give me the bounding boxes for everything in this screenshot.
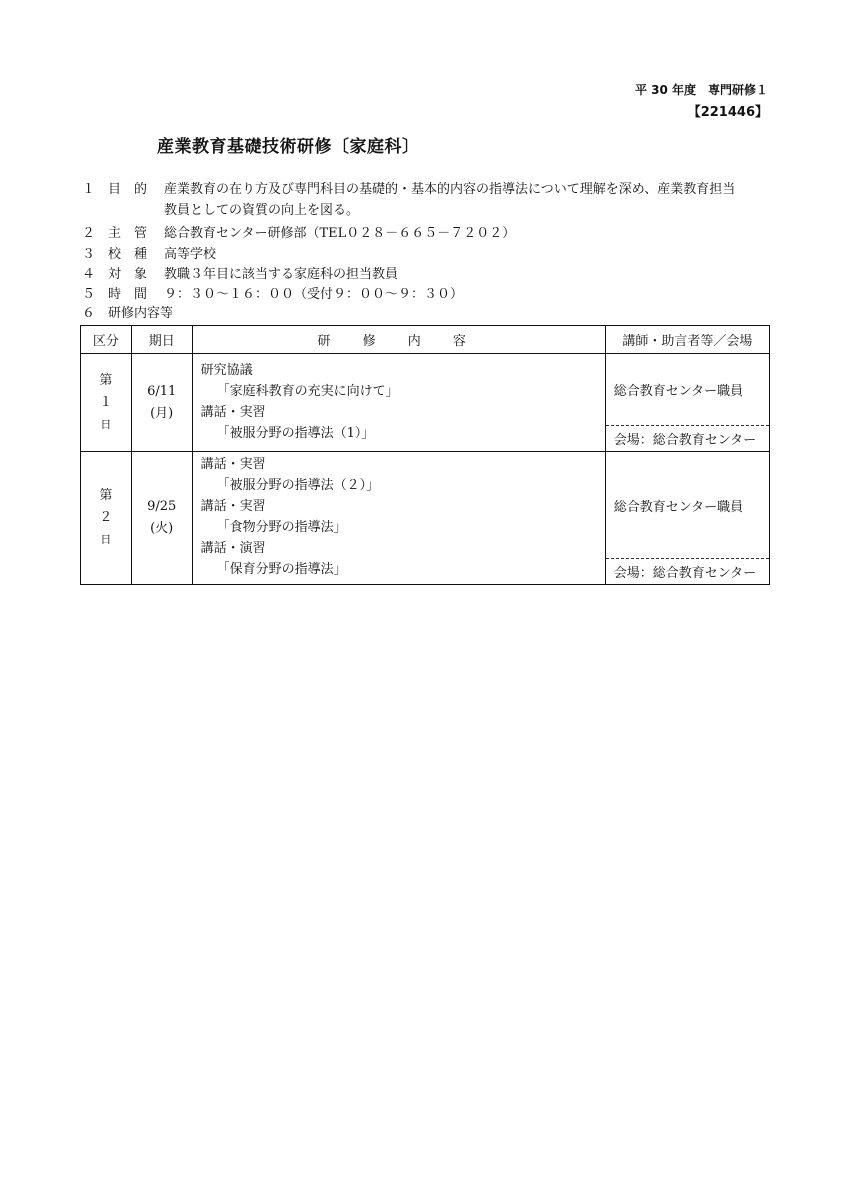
item-training-content — [82, 306, 173, 322]
day-cell — [81, 452, 132, 585]
venue: 会場：総合教育センター — [606, 558, 769, 584]
content-line: 「食物分野の指導法」 — [216, 520, 347, 535]
content-line: 講話・実習 — [200, 404, 266, 420]
item-number: ２ — [82, 226, 96, 241]
day-number: １ — [99, 394, 113, 410]
item-content: 教職３年目に該当する家庭科の担当教員 — [164, 267, 399, 282]
content-line: 講話・実習 — [200, 499, 266, 514]
content-cell — [192, 354, 605, 452]
item-label: 校 種 — [108, 247, 148, 262]
lecturer-cell — [605, 354, 769, 452]
lecturer: 総合教育センター職員 — [613, 499, 744, 515]
day-label: 第 — [99, 372, 113, 388]
day-label: 第 — [99, 488, 113, 503]
table-row — [81, 452, 770, 585]
weekday: (月) — [150, 405, 174, 421]
item-content: 総合教育センター研修部（TEL０２８－６６５－７２０２） — [164, 226, 516, 241]
item-number: ４ — [82, 267, 96, 282]
item-label: 対 象 — [108, 267, 148, 282]
weekday: (火) — [150, 521, 174, 536]
item-content: 産業教育の在り方及び専門科目の基礎的・基本的内容の指導法について理解を深め、産業教育担当 — [164, 182, 736, 197]
table-row — [81, 354, 770, 452]
day-suffix: 日 — [100, 533, 112, 546]
venue: 会場：総合教育センター — [606, 425, 769, 451]
item-content: 高等学校 — [164, 247, 217, 262]
content-line: 研究協議 — [200, 362, 253, 378]
item-school-type — [82, 247, 216, 263]
item-organizer — [82, 226, 515, 242]
item-label: 主 管 — [108, 226, 148, 241]
item-time — [82, 287, 463, 303]
schedule-table — [80, 325, 770, 585]
header-lecturer-venue: 講師・助言者等／会場 — [605, 326, 769, 354]
date-cell — [131, 354, 192, 452]
fiscal-year-label: 平 30 年度 専門研修１ — [634, 83, 768, 97]
item-label: 研修内容等 — [108, 306, 174, 321]
item-number: ５ — [82, 287, 96, 302]
day-cell — [81, 354, 132, 452]
item-number: ３ — [82, 247, 96, 262]
item-number: １ — [82, 182, 96, 197]
date-value: 9/25 — [147, 499, 177, 514]
content-line: 「被服分野の指導法（２）」 — [216, 478, 380, 493]
date-value: 6/11 — [147, 383, 177, 399]
content-cell — [192, 452, 605, 585]
header-content: 研 修 内 容 — [192, 326, 605, 354]
content-line: 「被服分野の指導法（1）」 — [216, 425, 375, 441]
item-purpose — [82, 182, 735, 219]
content-line: 「家庭科教育の充実に向けて」 — [216, 383, 399, 399]
date-cell — [131, 452, 192, 585]
header-division: 区分 — [81, 326, 132, 354]
table-header-row — [81, 326, 770, 354]
lecturer: 総合教育センター職員 — [613, 384, 744, 399]
content-line: 講話・演習 — [200, 541, 266, 556]
content-line: 講話・実習 — [200, 457, 266, 472]
item-label: 時 間 — [108, 287, 148, 302]
lecturer-cell — [605, 452, 769, 585]
item-content-continued: 教員としての資質の向上を図る。 — [164, 203, 360, 218]
day-suffix: 日 — [100, 417, 112, 431]
content-line: 「保育分野の指導法」 — [216, 562, 347, 577]
page-title: 産業教育基礎技術研修〔家庭科〕 — [157, 137, 420, 157]
item-number: ６ — [82, 306, 96, 321]
day-number: ２ — [99, 510, 113, 525]
header-date: 期日 — [131, 326, 192, 354]
item-label: 目 的 — [108, 182, 148, 197]
item-target — [82, 267, 398, 283]
course-code: 【221446】 — [687, 105, 768, 120]
item-content: ９：３０～１６：００（受付９：００～９：３０） — [164, 287, 464, 302]
